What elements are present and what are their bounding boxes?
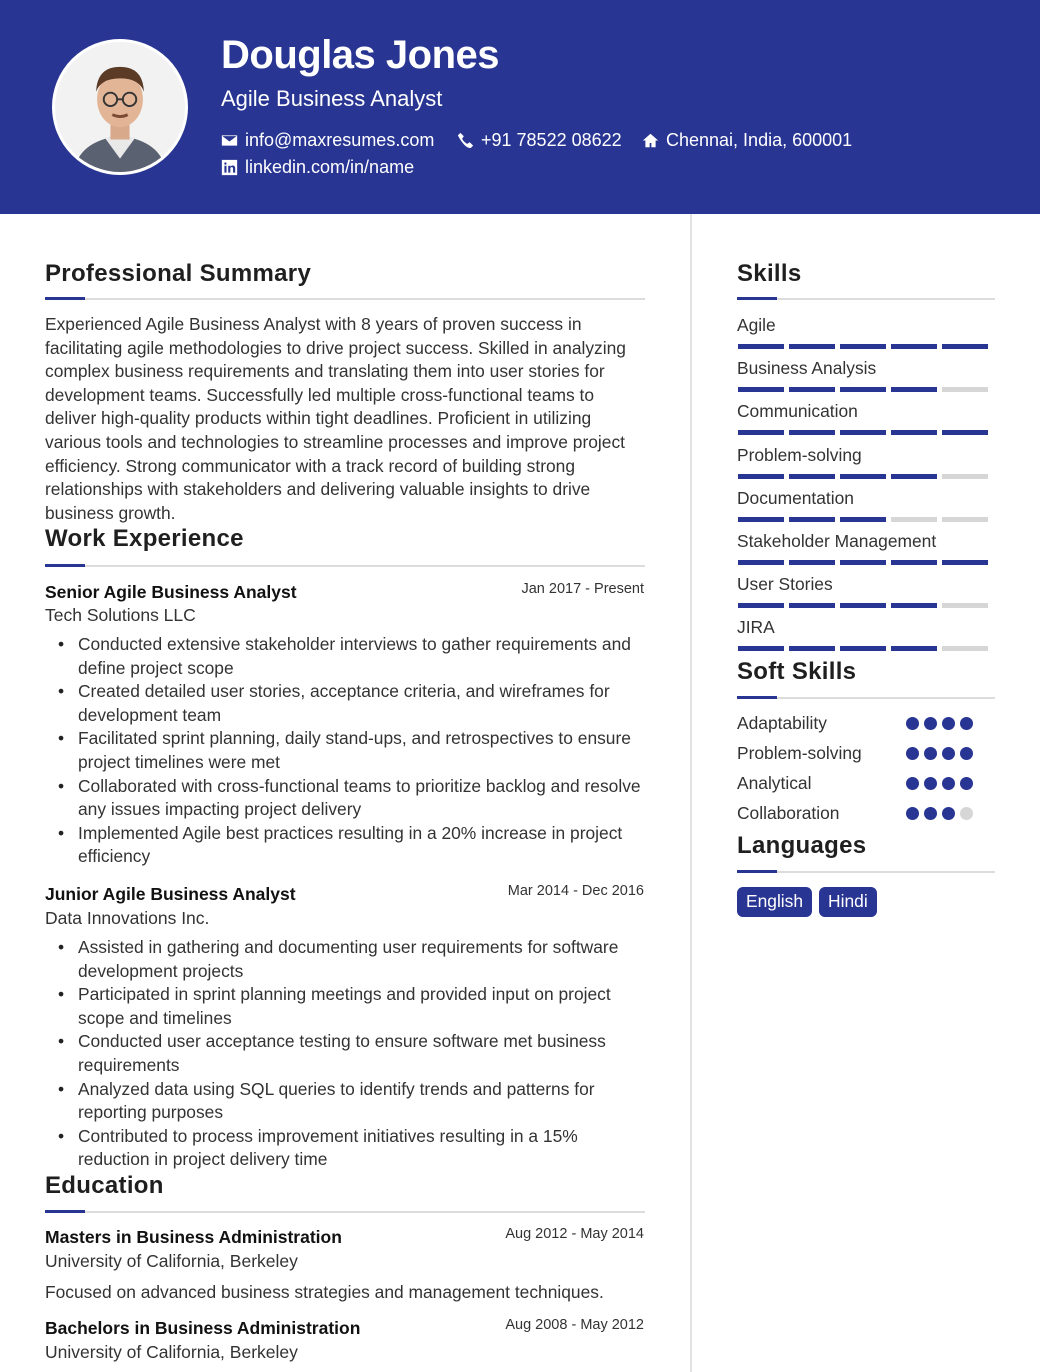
skill-level-segment	[891, 560, 937, 565]
skill-level-segment	[738, 603, 784, 608]
phone-icon	[457, 132, 474, 149]
section-accent	[737, 297, 777, 300]
phone-text: +91 78522 08622	[481, 130, 622, 150]
degree-title: Bachelors in Business Administration	[45, 1318, 361, 1338]
section-accent	[45, 564, 85, 567]
skill-level-segment	[942, 646, 988, 651]
language-badge: English	[737, 887, 812, 917]
contact-phone[interactable]	[457, 130, 622, 151]
contact-email[interactable]	[221, 130, 434, 151]
list-item: • Conducted extensive stakeholder interviews to gather requirements and define project scope	[45, 633, 650, 680]
home-icon	[642, 132, 659, 149]
rating-dot	[942, 747, 955, 760]
skill-level-segment	[789, 430, 835, 435]
skill-level-segment	[738, 560, 784, 565]
skill-level-segment	[891, 387, 937, 392]
soft-skill-name: Problem-solving	[737, 743, 862, 763]
skill-level-bar	[738, 517, 988, 522]
rating-dot	[924, 777, 937, 790]
skill-level-segment	[840, 474, 886, 479]
resume-header	[0, 0, 1040, 214]
skill-level-bar	[738, 560, 988, 565]
skill-level-segment	[738, 646, 784, 651]
languages-list	[737, 887, 877, 917]
job-company: Tech Solutions LLC	[45, 605, 196, 625]
rating-dot	[906, 807, 919, 820]
skill-name: Communication	[737, 401, 858, 422]
section-title-experience: Work Experience	[45, 525, 244, 552]
skill-level-segment	[891, 603, 937, 608]
job-date: Mar 2014 - Dec 2016	[507, 883, 644, 899]
profile-photo	[52, 39, 188, 175]
list-item: • Conducted user acceptance testing to ensure software met business requirements	[45, 1030, 650, 1077]
job-bullets	[45, 633, 650, 869]
skill-level-bar	[738, 646, 988, 651]
skill-level-segment	[840, 646, 886, 651]
skill-name: Agile	[737, 315, 776, 335]
section-accent	[737, 870, 777, 873]
skill-level-bar	[738, 430, 988, 435]
skill-level-segment	[891, 517, 937, 522]
rating-dot	[906, 777, 919, 790]
soft-skill-name: Collaboration	[737, 803, 840, 823]
skill-level-segment	[738, 430, 784, 435]
skill-level-segment	[789, 474, 835, 479]
rating-dot	[942, 777, 955, 790]
skill-level-segment	[891, 430, 937, 435]
skill-level-segment	[942, 387, 988, 392]
skill-level-bar	[738, 344, 988, 349]
section-rule	[45, 1211, 645, 1213]
skill-level-segment	[789, 603, 835, 608]
job-company: Data Innovations Inc.	[45, 908, 210, 928]
rating-dot	[924, 807, 937, 820]
skill-name: User Stories	[737, 574, 833, 595]
linkedin-text: linkedin.com/in/name	[245, 157, 415, 177]
skill-level-bar	[738, 603, 988, 608]
rating-dot	[906, 747, 919, 760]
skill-level-segment	[942, 474, 988, 479]
skill-level-segment	[840, 560, 886, 565]
skill-level-segment	[789, 646, 835, 651]
language-badge: Hindi	[819, 887, 877, 917]
degree-title: Masters in Business Administration	[45, 1227, 342, 1247]
skill-name: Documentation	[737, 487, 854, 508]
list-item: • Assisted in gathering and documenting user requirements for software development projects	[45, 936, 650, 983]
skill-level-segment	[840, 517, 886, 522]
degree-date: Aug 2008 - May 2012	[505, 1317, 644, 1333]
soft-skill-rating	[906, 717, 973, 730]
rating-dot	[942, 807, 955, 820]
skill-level-segment	[942, 603, 988, 608]
list-item: • Collaborated with cross-functional teams to prioritize backlog and resolve any issues impacting project delivery	[45, 775, 650, 822]
candidate-name: Douglas Jones	[221, 33, 500, 77]
soft-skill-rating	[906, 807, 973, 820]
rating-dot	[906, 717, 919, 730]
envelope-icon	[221, 132, 238, 149]
skill-level-segment	[738, 344, 784, 349]
degree-date: Aug 2012 - May 2014	[505, 1226, 644, 1242]
column-divider	[690, 214, 692, 1372]
skill-level-segment	[840, 344, 886, 349]
section-title-soft-skills: Soft Skills	[737, 658, 857, 685]
list-item: • Contributed to process improvement initiatives resulting in a 15% reduction in project delivery time	[45, 1125, 650, 1172]
skill-level-bar	[738, 387, 988, 392]
address-text: Chennai, India, 600001	[666, 130, 853, 150]
section-title-education: Education	[45, 1172, 164, 1199]
skill-level-segment	[891, 474, 937, 479]
rating-dot	[942, 717, 955, 730]
skill-name: Problem-solving	[737, 444, 862, 465]
job-title: Senior Agile Business Analyst	[45, 582, 297, 602]
candidate-role: Agile Business Analyst	[221, 86, 443, 111]
list-item: • Analyzed data using SQL queries to identify trends and patterns for reporting purposes	[45, 1078, 650, 1125]
degree-description: Focused on advanced business strategies and management techniques.	[45, 1282, 604, 1302]
skill-level-segment	[738, 517, 784, 522]
section-title-summary: Professional Summary	[45, 260, 312, 287]
skill-name: Stakeholder Management	[737, 531, 937, 551]
skill-level-segment	[942, 344, 988, 349]
skill-level-segment	[789, 387, 835, 392]
rating-dot	[960, 717, 973, 730]
person-avatar-icon	[55, 42, 185, 172]
school-name: University of California, Berkeley	[45, 1342, 298, 1362]
job-date: Jan 2017 - Present	[521, 581, 644, 597]
email-text: info@maxresumes.com	[245, 130, 435, 150]
contact-address	[642, 130, 852, 151]
section-accent	[737, 696, 777, 699]
soft-skill-name: Adaptability	[737, 713, 827, 733]
skill-level-segment	[840, 430, 886, 435]
list-item: • Facilitated sprint planning, daily stand-ups, and retrospectives to ensure project timelines were met	[45, 727, 650, 774]
skill-level-segment	[840, 387, 886, 392]
skill-level-segment	[789, 560, 835, 565]
skill-level-segment	[840, 603, 886, 608]
job-bullets	[45, 936, 650, 1172]
rating-dot	[924, 717, 937, 730]
skill-level-segment	[942, 560, 988, 565]
skill-level-bar	[738, 474, 988, 479]
skill-level-segment	[738, 387, 784, 392]
section-rule	[45, 565, 645, 567]
section-accent	[45, 297, 85, 300]
skill-level-segment	[942, 430, 988, 435]
skill-level-segment	[891, 646, 937, 651]
section-rule	[45, 298, 645, 300]
skill-level-segment	[789, 344, 835, 349]
skill-name: Business Analysis	[737, 358, 877, 379]
linkedin-icon	[221, 159, 238, 176]
soft-skill-rating	[906, 747, 973, 760]
skill-level-segment	[789, 517, 835, 522]
soft-skill-name: Analytical	[737, 773, 812, 793]
section-title-languages: Languages	[737, 832, 867, 859]
section-title-skills: Skills	[737, 260, 802, 287]
skill-level-segment	[942, 517, 988, 522]
list-item: • Implemented Agile best practices resulting in a 20% increase in project efficiency	[45, 822, 650, 869]
rating-dot	[960, 777, 973, 790]
skill-level-segment	[738, 474, 784, 479]
rating-dot	[960, 807, 973, 820]
skill-name: JIRA	[737, 617, 775, 638]
section-accent	[45, 1210, 85, 1213]
skill-level-segment	[891, 344, 937, 349]
job-title: Junior Agile Business Analyst	[45, 884, 296, 904]
list-item: • Participated in sprint planning meetings and provided input on project scope and timelines	[45, 983, 650, 1030]
rating-dot	[960, 747, 973, 760]
contact-linkedin[interactable]	[221, 157, 414, 178]
soft-skill-rating	[906, 777, 973, 790]
school-name: University of California, Berkeley	[45, 1251, 298, 1271]
list-item: • Created detailed user stories, acceptance criteria, and wireframes for development team	[45, 680, 650, 727]
rating-dot	[924, 747, 937, 760]
summary-text: Experienced Agile Business Analyst with 8 years of proven success in facilitating agile methodologies to drive project success. Skilled in analyzing complex business requirements and translating them into user stories for development teams. Successfully led multiple cross-functional teams to deliver high-quality products within tight deadlines. Proficient in utilizing various tools and technologies to streamline processes and improve project efficiency. Strong communicator with a track record of building strong relationships with stakeholders and delivering valuable insights to drive business growth.	[45, 314, 626, 523]
